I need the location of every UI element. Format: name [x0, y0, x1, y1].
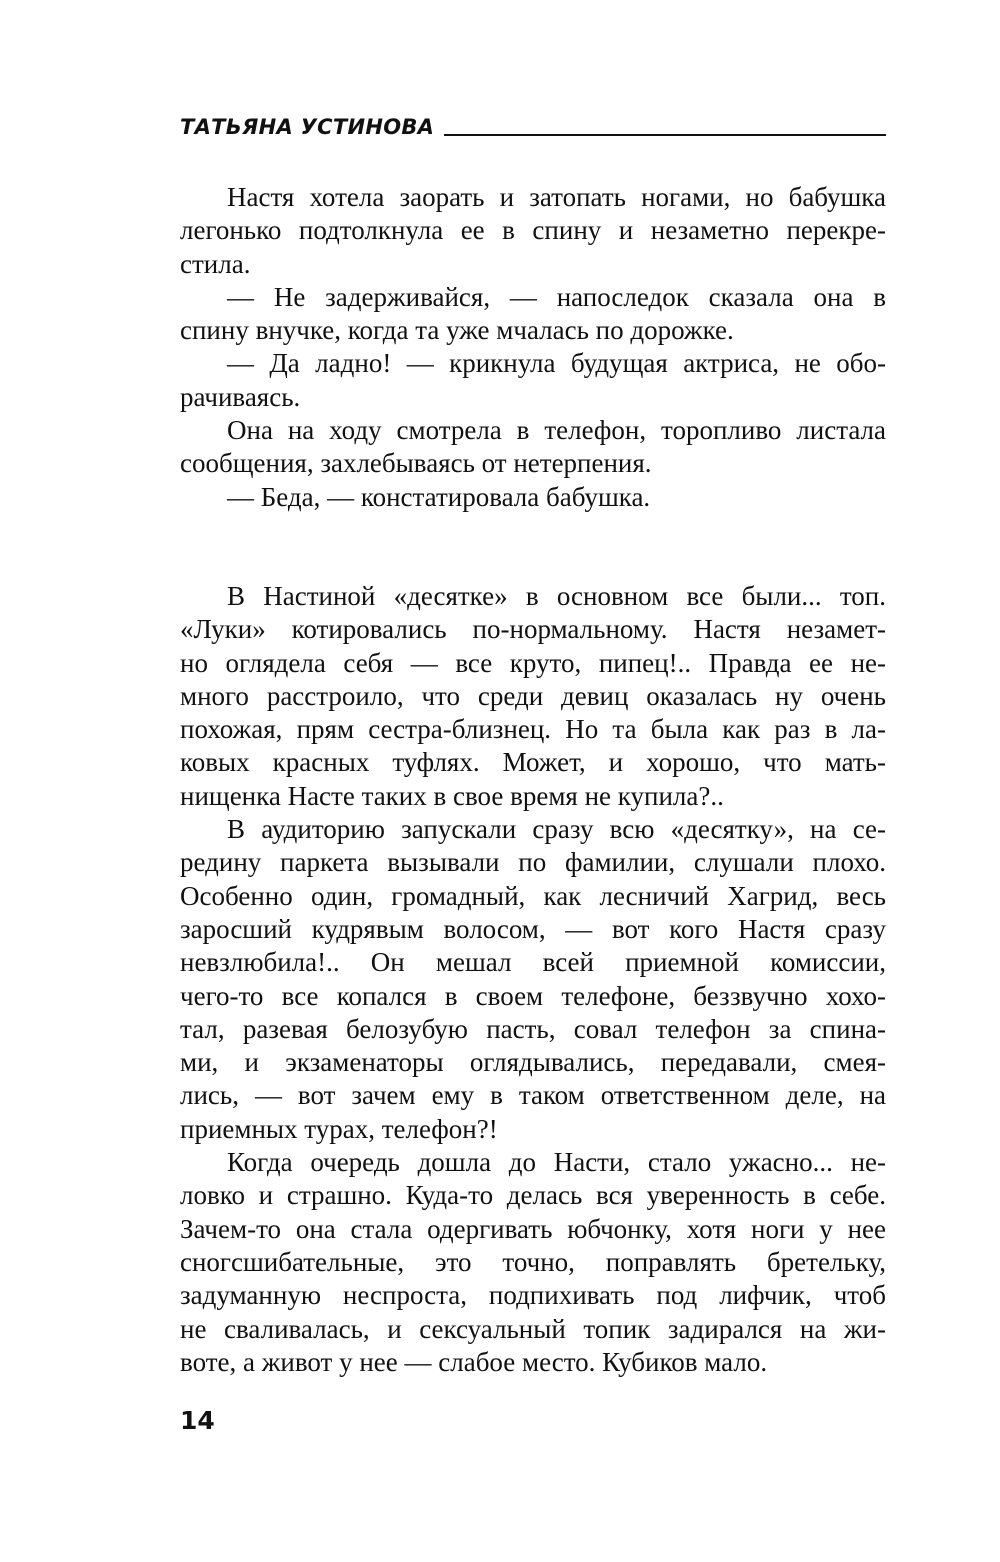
text-line: рачиваясь. — [180, 381, 301, 412]
text-line: Она на ходу смотрела в телефон, торопливо листала — [227, 415, 886, 446]
text-line: задуманную неспроста, подпихивать под лифчик, чтоб — [180, 1280, 886, 1311]
text-line: сообщения, захлебываясь от нетерпения. — [180, 448, 652, 479]
text-line: стила. — [180, 248, 251, 279]
text-line: В аудиторию запускали сразу всю «десятку», на се- — [227, 814, 886, 845]
text-line: — Да ладно! — крикнула будущая актриса, не обо- — [227, 348, 886, 379]
text-line: похожая, прям сестра-близнец. Но та была как раз в ла- — [180, 714, 886, 745]
running-head — [180, 108, 886, 138]
text-block-2 — [180, 580, 886, 1379]
text-line: воте, а живот у нее — слабое место. Кубиков мало. — [180, 1346, 768, 1377]
text-line: спину внучке, когда та уже мчалась по дорожке. — [180, 315, 734, 346]
text-line: Особенно один, громадный, как лесничий Хагрид, весь — [180, 880, 886, 911]
text-line: лись, — вот зачем ему в таком ответственном деле, на — [180, 1080, 886, 1111]
text-line: редину паркета вызывали по фамилии, слушали плохо. — [180, 847, 886, 878]
text-line: невзлюбила!.. Он мешал всей приемной комиссии, — [180, 947, 886, 978]
text-line: Когда очередь дошла до Насти, стало ужасно... не- — [227, 1147, 886, 1178]
text-line: но оглядела себя — все круто, пипец!.. Правда ее не- — [180, 647, 886, 678]
text-line: сногсшибательные, это точно, поправлять бретельку, — [180, 1246, 886, 1277]
text-line: тал, разевая белозубую пасть, совал телефон за спина- — [180, 1013, 886, 1044]
text-line: легонько подтолкнула ее в спину и незаметно перекре- — [180, 215, 886, 246]
text-line: нищенка Насте таких в свое время не купила?.. — [180, 780, 724, 811]
header-rule — [444, 134, 886, 136]
text-block-1 — [180, 181, 886, 514]
text-line: — Беда, — констатировала бабушка. — [227, 481, 651, 512]
text-line: Зачем-то она стала одергивать юбчонку, хотя ноги у нее — [180, 1213, 886, 1244]
text-line: ми, и экзаменаторы оглядывались, передавали, смея- — [180, 1047, 886, 1078]
text-line: Настя хотела заорать и затопать ногами, но бабушка — [227, 182, 886, 212]
page-number: 14 — [180, 1406, 215, 1435]
text-line: приемных турах, телефон?! — [180, 1113, 498, 1144]
text-line: ловко и страшно. Куда-то делась вся уверенность в себе. — [180, 1180, 886, 1211]
text-line: «Луки» котировались по-нормальному. Настя незамет- — [180, 614, 886, 645]
text-line: чего-то все копался в своем телефоне, беззвучно хохо- — [180, 980, 886, 1011]
text-line: ковых красных туфлях. Может, и хорошо, что мать- — [180, 747, 886, 778]
text-line: — Не задерживайся, — напоследок сказала она в — [227, 281, 886, 312]
text-line: не сваливалась, и сексуальный топик задирался на жи- — [180, 1313, 886, 1344]
author-name: ТАТЬЯНА УСТИНОВА — [180, 115, 435, 139]
text-line: заросший кудрявым волосом, — вот кого Настя сразу — [180, 913, 886, 944]
text-line: много расстроило, что среди девиц оказалась ну очень — [180, 680, 886, 711]
text-line: В Настиной «десятке» в основном все были... топ. — [227, 581, 886, 611]
